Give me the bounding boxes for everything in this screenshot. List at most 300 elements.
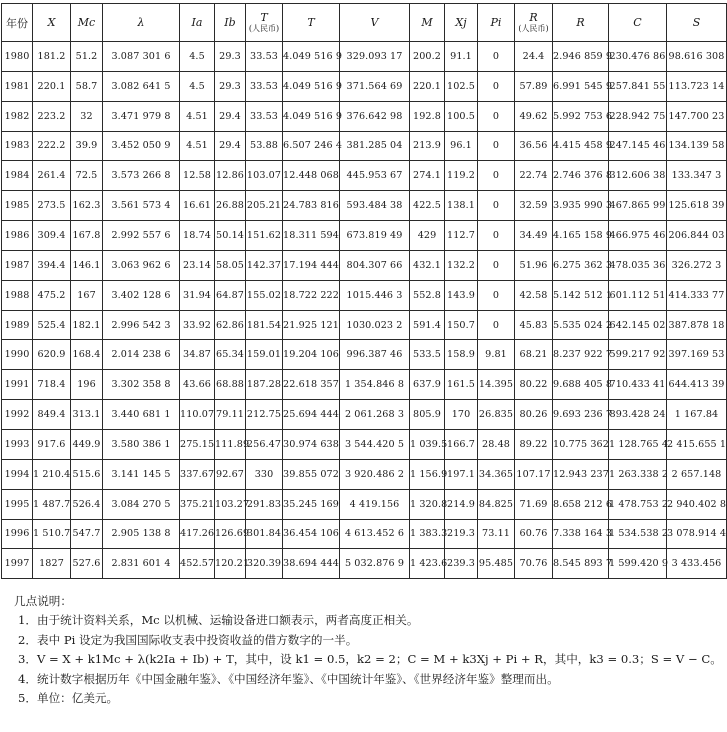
table-row: [2, 549, 727, 579]
table-cell: 2.831 601 4: [103, 549, 180, 579]
table-cell: 25.694 444: [283, 400, 340, 430]
table-cell: 10.775 362: [553, 429, 609, 459]
table-cell: 478.035 36: [609, 250, 667, 280]
table-cell: 71.69: [515, 489, 553, 519]
table-cell: 2 415.655 1: [667, 429, 727, 459]
table-body: [2, 42, 727, 579]
table-cell: 256.47: [246, 429, 283, 459]
table-cell: 16.61: [180, 191, 215, 221]
table-cell: 593.484 38: [340, 191, 410, 221]
table-cell: 39.9: [71, 131, 103, 161]
table-cell: 1 128.765 4: [609, 429, 667, 459]
table-cell: 142.37: [246, 250, 283, 280]
table-cell: 62.86: [215, 310, 246, 340]
table-cell: 79.11: [215, 400, 246, 430]
table-cell: 312.606 38: [609, 161, 667, 191]
table-cell: 601.112 51: [609, 280, 667, 310]
table-row: [2, 250, 727, 280]
table-cell: 0: [478, 191, 515, 221]
table-cell: 212.75: [246, 400, 283, 430]
table-cell: 2.014 238 6: [103, 340, 180, 370]
table-cell: 33.92: [180, 310, 215, 340]
table-cell: 196: [71, 370, 103, 400]
note-item: 1．由于统计资料关系，Mc 以机械、运输设备进口额表示，两者高度正相关。: [18, 613, 419, 628]
table-cell: 23.14: [180, 250, 215, 280]
table-cell: 29.3: [215, 42, 246, 72]
table-cell: 1 210.4: [33, 459, 71, 489]
table-cell: 644.413 39: [667, 370, 727, 400]
table-cell: 98.616 308: [667, 42, 727, 72]
table-cell: 849.4: [33, 400, 71, 430]
header-xj: Xj: [445, 4, 478, 42]
header-mc: Mc: [71, 4, 103, 42]
table-cell: 133.347 3: [667, 161, 727, 191]
note-item: 3．V = X + k1Mc + λ(k2Ia + Ib) + T，其中，设 k1 = 0.5，k2 = 2；C = M + k3Xj + Pi + R，其中，k3 = 0.3；S = V − C。: [18, 652, 722, 667]
table-cell: 527.6: [71, 549, 103, 579]
table-cell: 29.3: [215, 71, 246, 101]
table-cell: 2.992 557 6: [103, 221, 180, 251]
table-cell: 917.6: [33, 429, 71, 459]
table-row: [2, 221, 727, 251]
year-cell: 1981: [2, 71, 33, 101]
table-cell: 143.9: [445, 280, 478, 310]
table-cell: 414.333 77: [667, 280, 727, 310]
table-cell: 547.7: [71, 519, 103, 549]
table-row: [2, 370, 727, 400]
table-cell: 4.415 458 9: [553, 131, 609, 161]
table-cell: 73.11: [478, 519, 515, 549]
table-cell: 111.89: [215, 429, 246, 459]
year-cell: 1994: [2, 459, 33, 489]
table-cell: 261.4: [33, 161, 71, 191]
table-cell: 1015.446 3: [340, 280, 410, 310]
table-row: [2, 280, 727, 310]
table-cell: 80.26: [515, 400, 553, 430]
table-cell: 14.395: [478, 370, 515, 400]
note-item: 2．表中 Pi 设定为我国国际收支表中投资收益的借方数字的一半。: [18, 632, 358, 647]
table-cell: 515.6: [71, 459, 103, 489]
table-cell: 3.141 145 5: [103, 459, 180, 489]
table-cell: 68.21: [515, 340, 553, 370]
table-cell: 6.275 362 3: [553, 250, 609, 280]
table-cell: 64.87: [215, 280, 246, 310]
table-cell: 1 320.8: [410, 489, 445, 519]
table-cell: 147.700 23: [667, 101, 727, 131]
table-cell: 182.1: [71, 310, 103, 340]
table-cell: 0: [478, 71, 515, 101]
header-pi: Pi: [478, 4, 515, 42]
table-cell: 51.2: [71, 42, 103, 72]
table-header-row: [2, 4, 727, 42]
table-cell: 375.21: [180, 489, 215, 519]
table-cell: 30.974 638: [283, 429, 340, 459]
table-cell: 57.89: [515, 71, 553, 101]
table-cell: 12.448 068: [283, 161, 340, 191]
header-lambda: λ: [103, 4, 180, 42]
table-cell: 552.8: [410, 280, 445, 310]
table-cell: 6.991 545 9: [553, 71, 609, 101]
table-cell: 718.4: [33, 370, 71, 400]
table-cell: 53.88: [246, 131, 283, 161]
table-cell: 1 510.7: [33, 519, 71, 549]
table-cell: 1 599.420 9: [609, 549, 667, 579]
table-cell: 4.049 516 9: [283, 42, 340, 72]
table-cell: 214.9: [445, 489, 478, 519]
table-cell: 22.74: [515, 161, 553, 191]
table-cell: 526.4: [71, 489, 103, 519]
table-cell: 5.142 512 1: [553, 280, 609, 310]
header-s: S: [667, 4, 727, 42]
table-cell: 31.94: [180, 280, 215, 310]
table-cell: 996.387 46: [340, 340, 410, 370]
table-cell: 0: [478, 310, 515, 340]
table-cell: 220.1: [33, 71, 71, 101]
table-cell: 4.165 158 9: [553, 221, 609, 251]
table-cell: 4 613.452 6: [340, 519, 410, 549]
table-cell: 329.093 17: [340, 42, 410, 72]
year-cell: 1980: [2, 42, 33, 72]
table-cell: 18.722 222: [283, 280, 340, 310]
table-cell: 8.545 893 7: [553, 549, 609, 579]
table-cell: 162.3: [71, 191, 103, 221]
table-cell: 58.7: [71, 71, 103, 101]
table-cell: 197.1: [445, 459, 478, 489]
table-cell: 6.507 246 4: [283, 131, 340, 161]
table-cell: 35.245 169: [283, 489, 340, 519]
table-cell: 228.942 75: [609, 101, 667, 131]
table-cell: 26.835: [478, 400, 515, 430]
table-cell: 89.22: [515, 429, 553, 459]
table-cell: 0: [478, 280, 515, 310]
table-cell: 181.54: [246, 310, 283, 340]
table-cell: 125.618 39: [667, 191, 727, 221]
table-cell: 17.194 444: [283, 250, 340, 280]
table-cell: 1 487.7: [33, 489, 71, 519]
header-v: V: [340, 4, 410, 42]
table-cell: 422.5: [410, 191, 445, 221]
header-year: 年份: [2, 4, 33, 42]
table-cell: 95.485: [478, 549, 515, 579]
table-cell: 146.1: [71, 250, 103, 280]
table-cell: 4 419.156: [340, 489, 410, 519]
table-cell: 49.62: [515, 101, 553, 131]
table-cell: 330: [246, 459, 283, 489]
header-r-rmb: R (人民币): [515, 4, 553, 42]
year-cell: 1987: [2, 250, 33, 280]
notes-section: [12, 592, 722, 708]
year-cell: 1988: [2, 280, 33, 310]
table-cell: 1 039.5: [410, 429, 445, 459]
table-cell: 1 534.538 2: [609, 519, 667, 549]
table-cell: 166.7: [445, 429, 478, 459]
table-cell: 3.561 573 4: [103, 191, 180, 221]
table-cell: 91.1: [445, 42, 478, 72]
table-cell: 417.26: [180, 519, 215, 549]
note-item: 5．单位：亿美元。: [18, 691, 119, 706]
table-cell: 804.307 66: [340, 250, 410, 280]
table-row: [2, 519, 727, 549]
year-cell: 1991: [2, 370, 33, 400]
table-cell: 5 032.876 9: [340, 549, 410, 579]
year-cell: 1993: [2, 429, 33, 459]
table-cell: 0: [478, 221, 515, 251]
table-cell: 3.082 641 5: [103, 71, 180, 101]
table-cell: 42.58: [515, 280, 553, 310]
table-cell: 291.83: [246, 489, 283, 519]
table-cell: 387.878 18: [667, 310, 727, 340]
table-cell: 8.237 922 7: [553, 340, 609, 370]
table-cell: 9.688 405 8: [553, 370, 609, 400]
table-cell: 132.2: [445, 250, 478, 280]
year-cell: 1995: [2, 489, 33, 519]
table-cell: 4.049 516 9: [283, 71, 340, 101]
table-cell: 100.5: [445, 101, 478, 131]
table-cell: 673.819 49: [340, 221, 410, 251]
table-cell: 28.48: [478, 429, 515, 459]
table-cell: 2.905 138 8: [103, 519, 180, 549]
table-cell: 113.723 14: [667, 71, 727, 101]
table-cell: 119.2: [445, 161, 478, 191]
table-row: [2, 400, 727, 430]
table-cell: 0: [478, 101, 515, 131]
table-cell: 3 078.914 4: [667, 519, 727, 549]
table-cell: 223.2: [33, 101, 71, 131]
table-cell: 33.53: [246, 101, 283, 131]
table-cell: 96.1: [445, 131, 478, 161]
header-m: M: [410, 4, 445, 42]
table-cell: 1 423.6: [410, 549, 445, 579]
table-cell: 301.84: [246, 519, 283, 549]
table-cell: 1 263.338 2: [609, 459, 667, 489]
table-cell: 2 061.268 3: [340, 400, 410, 430]
year-cell: 1990: [2, 340, 33, 370]
table-cell: 159.01: [246, 340, 283, 370]
table-cell: 45.83: [515, 310, 553, 340]
table-cell: 161.5: [445, 370, 478, 400]
table-cell: 68.88: [215, 370, 246, 400]
table-cell: 1827: [33, 549, 71, 579]
year-cell: 1997: [2, 549, 33, 579]
table-cell: 21.925 121: [283, 310, 340, 340]
table-cell: 4.51: [180, 101, 215, 131]
table-cell: 3 920.486 2: [340, 459, 410, 489]
table-cell: 150.7: [445, 310, 478, 340]
header-c: C: [609, 4, 667, 42]
note-item: 4．统计数字根据历年《中国金融年鉴》、《中国经济年鉴》、《中国统计年鉴》、《世界经济年鉴》整理而出。: [18, 671, 559, 686]
table-row: [2, 191, 727, 221]
table-cell: 3.063 962 6: [103, 250, 180, 280]
year-cell: 1982: [2, 101, 33, 131]
table-cell: 394.4: [33, 250, 71, 280]
table-cell: 19.204 106: [283, 340, 340, 370]
table-cell: 620.9: [33, 340, 71, 370]
table-cell: 126.69: [215, 519, 246, 549]
table-cell: 102.5: [445, 71, 478, 101]
header-t-rmb: T (人民币): [246, 4, 283, 42]
table-cell: 452.57: [180, 549, 215, 579]
table-cell: 3 433.456: [667, 549, 727, 579]
table-cell: 51.96: [515, 250, 553, 280]
table-cell: 1 478.753 2: [609, 489, 667, 519]
table-cell: 397.169 53: [667, 340, 727, 370]
table-cell: 107.17: [515, 459, 553, 489]
table-cell: 167: [71, 280, 103, 310]
table-cell: 371.564 69: [340, 71, 410, 101]
year-cell: 1985: [2, 191, 33, 221]
table-cell: 39.855 072: [283, 459, 340, 489]
year-cell: 1996: [2, 519, 33, 549]
table-cell: 3.452 050 9: [103, 131, 180, 161]
table-cell: 36.56: [515, 131, 553, 161]
table-cell: 1 156.9: [410, 459, 445, 489]
table-cell: 18.74: [180, 221, 215, 251]
table-cell: 43.66: [180, 370, 215, 400]
table-cell: 155.02: [246, 280, 283, 310]
table-cell: 170: [445, 400, 478, 430]
header-r: R: [553, 4, 609, 42]
table-cell: 65.34: [215, 340, 246, 370]
table-cell: 4.049 516 9: [283, 101, 340, 131]
table-cell: 29.4: [215, 131, 246, 161]
table-cell: 0: [478, 131, 515, 161]
table-cell: 167.8: [71, 221, 103, 251]
table-cell: 103.07: [246, 161, 283, 191]
table-cell: 9.693 236 7: [553, 400, 609, 430]
table-cell: 591.4: [410, 310, 445, 340]
year-cell: 1989: [2, 310, 33, 340]
table-cell: 274.1: [410, 161, 445, 191]
table-row: [2, 101, 727, 131]
table-cell: 168.4: [71, 340, 103, 370]
table-cell: 381.285 04: [340, 131, 410, 161]
table-cell: 206.844 03: [667, 221, 727, 251]
table-cell: 3 544.420 5: [340, 429, 410, 459]
table-cell: 181.2: [33, 42, 71, 72]
table-row: [2, 489, 727, 519]
table-row: [2, 161, 727, 191]
table-cell: 18.311 594: [283, 221, 340, 251]
table-cell: 230.476 86: [609, 42, 667, 72]
header-t: T: [283, 4, 340, 42]
table-cell: 3.471 979 8: [103, 101, 180, 131]
table-cell: 3.302 358 8: [103, 370, 180, 400]
table-cell: 5.535 024 2: [553, 310, 609, 340]
table-row: [2, 310, 727, 340]
table-cell: 637.9: [410, 370, 445, 400]
table-cell: 0: [478, 42, 515, 72]
table-cell: 3.440 681 1: [103, 400, 180, 430]
table-cell: 151.62: [246, 221, 283, 251]
table-cell: 219.3: [445, 519, 478, 549]
table-cell: 110.07: [180, 400, 215, 430]
table-cell: 3.935 990 3: [553, 191, 609, 221]
table-cell: 1 167.84: [667, 400, 727, 430]
table-cell: 103.27: [215, 489, 246, 519]
table-cell: 4.51: [180, 131, 215, 161]
table-cell: 275.15: [180, 429, 215, 459]
year-cell: 1983: [2, 131, 33, 161]
table-cell: 112.7: [445, 221, 478, 251]
table-cell: 187.28: [246, 370, 283, 400]
table-cell: 2 657.148: [667, 459, 727, 489]
year-cell: 1992: [2, 400, 33, 430]
table-cell: 273.5: [33, 191, 71, 221]
table-cell: 26.88: [215, 191, 246, 221]
table-cell: 320.39: [246, 549, 283, 579]
table-cell: 2.946 859 9: [553, 42, 609, 72]
table-cell: 475.2: [33, 280, 71, 310]
table-cell: 8.658 212 6: [553, 489, 609, 519]
table-cell: 893.428 24: [609, 400, 667, 430]
table-cell: 22.618 357: [283, 370, 340, 400]
table-cell: 70.76: [515, 549, 553, 579]
table-cell: 525.4: [33, 310, 71, 340]
table-cell: 33.53: [246, 42, 283, 72]
table-cell: 192.8: [410, 101, 445, 131]
table-cell: 337.67: [180, 459, 215, 489]
table-cell: 92.67: [215, 459, 246, 489]
table-cell: 2 940.402 8: [667, 489, 727, 519]
year-cell: 1984: [2, 161, 33, 191]
table-cell: 38.694 444: [283, 549, 340, 579]
table-cell: 7.338 164 3: [553, 519, 609, 549]
table-cell: 158.9: [445, 340, 478, 370]
table-cell: 429: [410, 221, 445, 251]
table-cell: 222.2: [33, 131, 71, 161]
table-cell: 9.81: [478, 340, 515, 370]
statistics-table: [1, 3, 727, 579]
table-cell: 3.087 301 6: [103, 42, 180, 72]
header-ib: Ib: [215, 4, 246, 42]
table-cell: 432.1: [410, 250, 445, 280]
table-cell: 34.87: [180, 340, 215, 370]
table-row: [2, 42, 727, 72]
table-cell: 24.783 816: [283, 191, 340, 221]
table-row: [2, 340, 727, 370]
table-cell: 84.825: [478, 489, 515, 519]
table-cell: 466.975 46: [609, 221, 667, 251]
table-cell: 599.217 92: [609, 340, 667, 370]
table-cell: 220.1: [410, 71, 445, 101]
table-cell: 239.3: [445, 549, 478, 579]
table-cell: 3.402 128 6: [103, 280, 180, 310]
table-cell: 449.9: [71, 429, 103, 459]
table-cell: 1030.023 2: [340, 310, 410, 340]
table-row: [2, 71, 727, 101]
table-row: [2, 131, 727, 161]
table-cell: 2.746 376 8: [553, 161, 609, 191]
table-cell: 1 354.846 8: [340, 370, 410, 400]
table-cell: 1 383.3: [410, 519, 445, 549]
table-cell: 200.2: [410, 42, 445, 72]
table-cell: 58.05: [215, 250, 246, 280]
table-cell: 50.14: [215, 221, 246, 251]
table-cell: 138.1: [445, 191, 478, 221]
table-cell: 642.145 02: [609, 310, 667, 340]
table-cell: 134.139 58: [667, 131, 727, 161]
table-cell: 4.5: [180, 71, 215, 101]
table-cell: 0: [478, 161, 515, 191]
table-cell: 60.76: [515, 519, 553, 549]
table-cell: 32: [71, 101, 103, 131]
table-cell: 213.9: [410, 131, 445, 161]
table-cell: 247.145 46: [609, 131, 667, 161]
table-cell: 376.642 98: [340, 101, 410, 131]
table-cell: 445.953 67: [340, 161, 410, 191]
table-cell: 12.86: [215, 161, 246, 191]
header-x: X: [33, 4, 71, 42]
table-cell: 12.943 237: [553, 459, 609, 489]
